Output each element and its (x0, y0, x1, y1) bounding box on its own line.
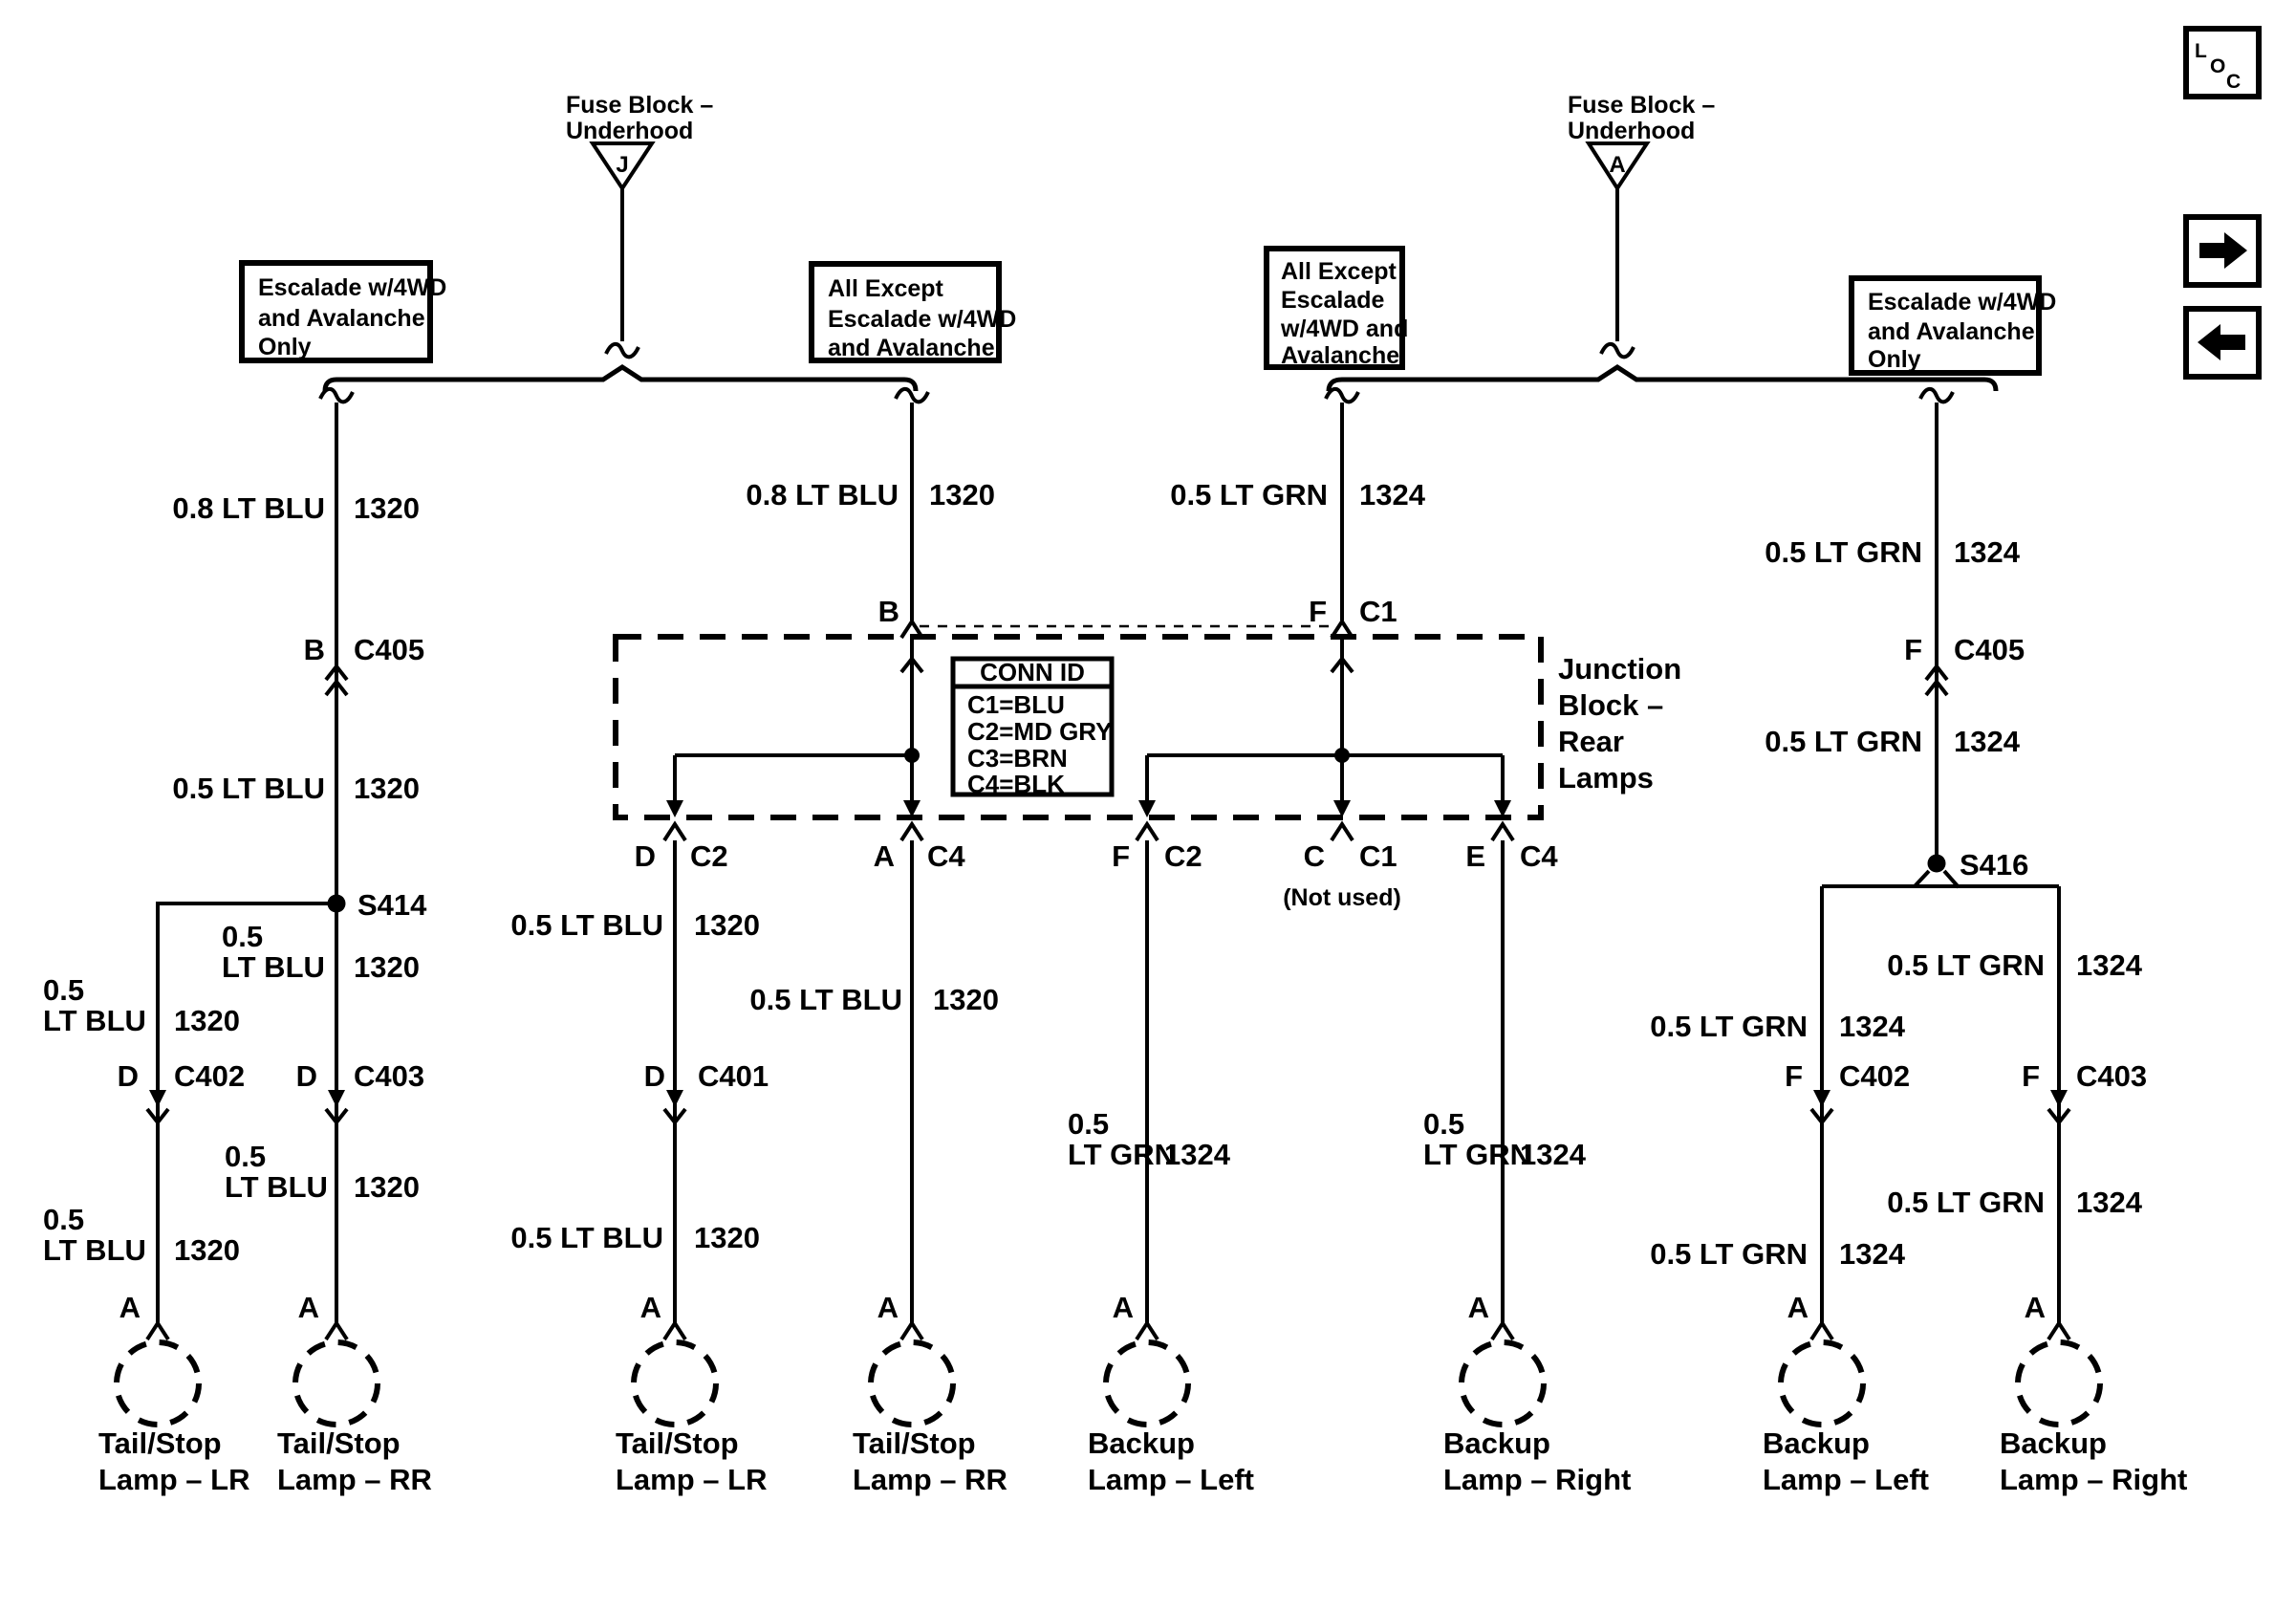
lamp-label: Tail/Stop (853, 1426, 976, 1460)
terminal-pin: A (297, 1291, 319, 1324)
lamp-label: Lamp – LR (98, 1463, 250, 1496)
terminal-pin: F (1112, 839, 1130, 873)
inline-connector-arrow-icon (666, 1090, 683, 1107)
fuse-block-a-label-1: Fuse Block – (1568, 92, 1716, 119)
circuit-backup-left-escalade (1650, 886, 1910, 1324)
circuit-tail-lr-mid (510, 840, 769, 1324)
terminal-pin: E (1465, 839, 1485, 873)
wire-break-icon (1326, 389, 1358, 402)
wire-spec: 0.5 LT BLU (749, 983, 902, 1016)
wire-spec: 0.8 LT BLU (172, 491, 325, 525)
lamp-label: Lamp – Right (1443, 1463, 1632, 1496)
condition-text: and Avalanche (258, 305, 425, 332)
wire-break-icon (1601, 344, 1634, 357)
connector-id: C2 (690, 839, 728, 873)
lamp-icon (1106, 1342, 1188, 1425)
splice-label: S416 (1960, 848, 2029, 882)
left-arrow-icon (2198, 324, 2245, 360)
prev-page-button[interactable] (2186, 309, 2259, 377)
terminal-pin: A (119, 1291, 141, 1324)
wire-spec: 0.5 LT GRN (1765, 725, 1922, 758)
loc-letter-o: O (2210, 55, 2226, 77)
lamp-label: Lamp – RR (853, 1463, 1007, 1496)
circuit-number: 1320 (174, 1233, 240, 1267)
circuit-number: 1320 (694, 1221, 760, 1254)
condition-text: Avalanche (1281, 342, 1400, 369)
wire-spec: 0.5 LT GRN (1650, 1010, 1808, 1043)
junction-block-label: Lamps (1558, 761, 1654, 795)
condition-text: Only (258, 334, 312, 360)
terminal-icon (1492, 1323, 1513, 1339)
lamp-icon (871, 1342, 953, 1425)
wire-spec: 0.8 LT BLU (746, 478, 899, 512)
terminal-icon (2048, 1323, 2069, 1339)
junction-block-label: Rear (1558, 725, 1624, 758)
circuit-number: 1324 (1520, 1138, 1586, 1171)
terminal-pin: A (2024, 1291, 2046, 1324)
condition-box-escalade-only-right (1852, 278, 2056, 373)
connector-id: C1 (1359, 839, 1397, 873)
splice-branch (1915, 871, 1929, 886)
circuit-backup-feed-escalade (1765, 403, 2059, 887)
wire-spec: 0.5 LT GRN (1887, 948, 2045, 982)
condition-text: All Except (1281, 258, 1397, 285)
splice-label: S414 (357, 888, 427, 922)
conn-id-row: C3=BRN (967, 744, 1068, 773)
loc-letter-l: L (2195, 40, 2207, 62)
circuit-backup-right-mid (1423, 840, 1587, 1324)
connector-id: C401 (698, 1059, 769, 1093)
lamp-label: Backup (1088, 1426, 1195, 1460)
terminal-pin: A (877, 1291, 899, 1324)
conn-id-table (953, 658, 1112, 798)
lamp-label: Lamp – Left (1088, 1463, 1254, 1496)
circuit-number: 1320 (354, 950, 420, 984)
conn-id-row: C1=BLU (967, 690, 1065, 719)
fuse-block-underhood-a (1568, 92, 1715, 357)
connector-pin: B (303, 633, 325, 666)
connector-id: C405 (1954, 633, 2025, 666)
lamp-label: Backup (1443, 1426, 1550, 1460)
circuit-number: 1324 (2076, 1186, 2142, 1219)
connector-pin: F (1904, 633, 1922, 666)
terminal-icon (326, 1323, 347, 1339)
lamp-tail-stop-lr-outer (98, 1323, 249, 1496)
not-used-note: (Not used) (1283, 884, 1401, 911)
wire-color: LT BLU (43, 1004, 146, 1037)
connector-id: C4 (927, 839, 965, 873)
circuit-number: 1320 (174, 1004, 240, 1037)
lamp-icon (634, 1342, 716, 1425)
lamp-label: Lamp – Right (2000, 1463, 2188, 1496)
wire-color: LT BLU (225, 1170, 328, 1204)
terminal-pin: A (1112, 1291, 1134, 1324)
connector-id: C2 (1164, 839, 1202, 873)
connector-id: C402 (174, 1059, 246, 1093)
circuit-number: 1324 (2076, 948, 2142, 982)
wire-break-icon (320, 389, 353, 402)
condition-text: All Except (828, 275, 943, 302)
terminal-pin: F (1309, 595, 1327, 628)
wire-gauge: 0.5 (43, 973, 85, 1007)
connector-pin: F (2022, 1059, 2040, 1093)
fuse-grid-letter-a: A (1609, 152, 1626, 178)
fuse-block-underhood-j (566, 92, 713, 357)
terminal-icon (901, 1323, 922, 1339)
connector-id: C4 (1520, 839, 1558, 873)
circuit-number: 1324 (1839, 1237, 1905, 1271)
fuse-block-a-label-2: Underhood (1568, 118, 1696, 144)
connector-id: C403 (354, 1059, 425, 1093)
lamp-label: Lamp – RR (277, 1463, 432, 1496)
connector-pin: D (295, 1059, 317, 1093)
terminal-pin: A (1787, 1291, 1809, 1324)
circuit-tail-rr-outer (172, 403, 427, 1324)
lamp-backup-right-mid (1443, 1323, 1631, 1496)
terminal-icon (664, 1323, 685, 1339)
circuit-number: 1320 (354, 491, 420, 525)
terminal-pin: A (639, 1291, 661, 1324)
wire-spec: 0.5 LT GRN (1765, 535, 1922, 569)
conn-id-title: CONN ID (980, 658, 1085, 686)
condition-box-all-except-mid (812, 264, 1016, 361)
wire-color: LT GRN (1423, 1138, 1532, 1171)
wire-gauge: 0.5 (1068, 1107, 1110, 1141)
wire-color: LT BLU (43, 1233, 146, 1267)
wire-gauge: 0.5 (43, 1203, 85, 1236)
inline-connector-arrow-icon (328, 1090, 345, 1107)
circuit-number: 1324 (1359, 478, 1425, 512)
circuit-tail-feed-mid (746, 403, 995, 638)
junction-block-label: Block – (1558, 688, 1664, 722)
condition-box-all-except-right (1267, 249, 1408, 369)
wire-spec: 0.5 LT BLU (510, 908, 663, 942)
circuit-tail-rr-mid (749, 840, 999, 1324)
lamp-label: Backup (1763, 1426, 1870, 1460)
fuse-grid-letter-j: J (616, 152, 629, 178)
connector-pin: D (643, 1059, 665, 1093)
wire-gauge: 0.5 (1423, 1107, 1465, 1141)
conn-id-row: C2=MD GRY (967, 717, 1113, 746)
connector-id: C402 (1839, 1059, 1911, 1093)
lamp-icon (295, 1342, 378, 1425)
circuit-backup-left-mid (1068, 840, 1231, 1324)
circuit-number: 1320 (933, 983, 999, 1016)
circuit-number: 1324 (1954, 535, 2020, 569)
lamp-label: Lamp – LR (616, 1463, 768, 1496)
wire-gauge: 0.5 (222, 920, 264, 953)
terminal-pin: A (873, 839, 895, 873)
lamp-backup-right-escalade (2000, 1323, 2187, 1496)
lamp-label: Tail/Stop (98, 1426, 222, 1460)
wire-spec: 0.5 LT GRN (1887, 1186, 2045, 1219)
circuit-number: 1324 (1839, 1010, 1905, 1043)
condition-text: Escalade w/4WD (1868, 289, 2057, 316)
circuit-number: 1320 (929, 478, 995, 512)
circuit-number: 1320 (354, 772, 420, 805)
terminal-pin: D (634, 839, 656, 873)
wire-gauge: 0.5 (225, 1140, 267, 1173)
lamp-tail-stop-lr-mid (616, 1323, 767, 1496)
lamp-icon (117, 1342, 199, 1425)
circuit-backup-feed (1170, 403, 1426, 638)
terminal-icon (1137, 824, 1158, 840)
condition-text: Only (1868, 346, 1921, 373)
circuit-backup-right-escalade (1887, 886, 2147, 1324)
lamp-tail-stop-rr-outer (277, 1323, 432, 1496)
wire-break-icon (896, 389, 928, 402)
next-page-button[interactable] (2186, 217, 2259, 285)
wire-spec: 0.5 LT BLU (510, 1221, 663, 1254)
lamp-icon (1781, 1342, 1863, 1425)
terminal-icon (1811, 1323, 1832, 1339)
connector-pin: D (117, 1059, 139, 1093)
connector-pin: F (1785, 1059, 1803, 1093)
terminal-pin: C (1303, 839, 1325, 873)
wire-color: LT BLU (222, 950, 325, 984)
lamp-label: Lamp – Left (1763, 1463, 1929, 1496)
terminal-icon (1492, 824, 1513, 840)
terminal-pin: B (877, 595, 899, 628)
lamp-icon (1462, 1342, 1544, 1425)
lamp-backup-left-mid (1088, 1323, 1254, 1496)
wire-spec: 0.5 LT GRN (1650, 1237, 1808, 1271)
condition-text: Escalade (1281, 287, 1385, 314)
terminal-icon (147, 1323, 168, 1339)
condition-text: w/4WD and (1281, 316, 1409, 342)
lamp-label: Backup (2000, 1426, 2107, 1460)
terminal-pin: A (1467, 1291, 1489, 1324)
wire-break-icon (606, 344, 639, 357)
lamp-label: Tail/Stop (616, 1426, 739, 1460)
inline-connector-arrow-icon (1813, 1090, 1830, 1107)
condition-box-escalade-only-left (242, 263, 446, 360)
connector-id: C405 (354, 633, 425, 666)
right-arrow-icon (2199, 232, 2247, 269)
terminal-icon (901, 824, 922, 840)
circuit-number: 1320 (354, 1170, 420, 1204)
terminal-icon (1137, 1323, 1158, 1339)
wire-spec: 0.5 LT GRN (1170, 478, 1328, 512)
wire-break-icon (1920, 389, 1953, 402)
lamp-tail-stop-rr-mid (853, 1323, 1007, 1496)
inline-connector-arrow-icon (149, 1090, 166, 1107)
conn-id-row: C4=BLK (967, 770, 1065, 798)
inline-connector-arrow-icon (2050, 1090, 2068, 1107)
wire-spec: 0.5 LT BLU (172, 772, 325, 805)
wire-color: LT GRN (1068, 1138, 1177, 1171)
loc-button[interactable] (2186, 29, 2259, 97)
fuse-block-j-label-2: Underhood (566, 118, 694, 144)
circuit-number: 1324 (1164, 1138, 1230, 1171)
loc-letter-c: C (2226, 71, 2242, 93)
splice-dot-s416 (1928, 855, 1946, 873)
circuit-number: 1320 (694, 908, 760, 942)
condition-text: Escalade w/4WD (828, 306, 1017, 333)
condition-text: Escalade w/4WD (258, 274, 447, 301)
terminal-icon (1332, 824, 1353, 840)
bus-left (325, 367, 916, 391)
condition-text: and Avalanche (828, 335, 995, 361)
lamp-label: Tail/Stop (277, 1426, 401, 1460)
connector-id: C403 (2076, 1059, 2148, 1093)
lamp-icon (2018, 1342, 2100, 1425)
condition-text: and Avalanche (1868, 318, 2035, 345)
fuse-block-j-label-1: Fuse Block – (566, 92, 714, 119)
lamp-backup-left-escalade (1763, 1323, 1929, 1496)
connector-id: C1 (1359, 595, 1397, 628)
circuit-number: 1324 (1954, 725, 2020, 758)
junction-block-label: Junction (1558, 652, 1682, 686)
terminal-icon (664, 824, 685, 840)
